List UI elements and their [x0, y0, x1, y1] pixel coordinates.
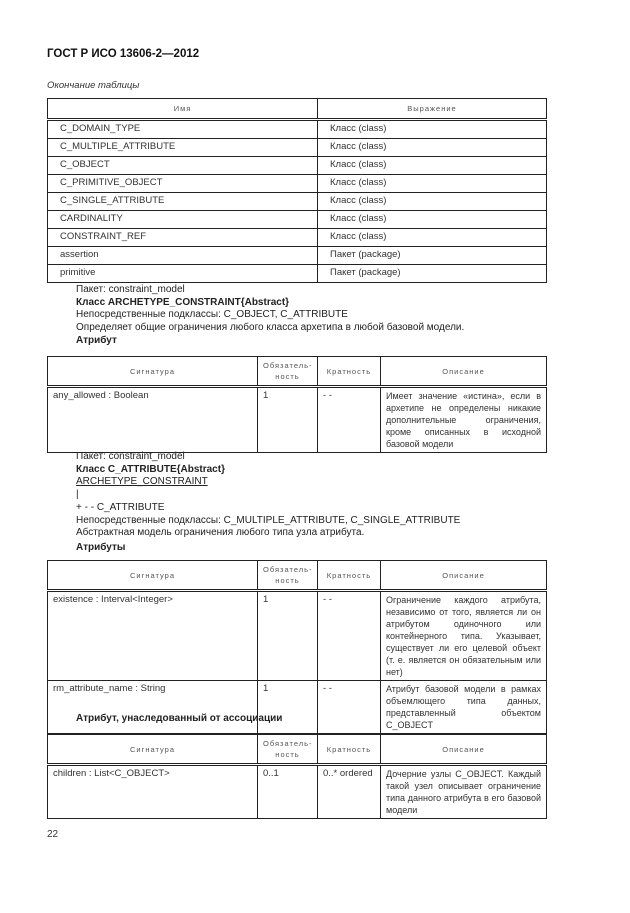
expression-cell: Класс (class) — [318, 175, 547, 193]
column-header-cardinality: Кратность — [318, 735, 381, 765]
column-header-expression: Выражение — [318, 99, 547, 120]
description-cell: Имеет значение «истина», если в архетипе не определены никакие дополнительные ограничения, кроме описанных в исходной базовой модели — [381, 387, 547, 453]
table-row — [48, 175, 547, 193]
package-line: Пакет: constraint_model — [76, 284, 185, 295]
hierarchy-pipe: | — [76, 489, 79, 501]
column-header-mandatory: Обязатель-ность — [258, 357, 318, 387]
signature-cell: existence : Interval<Integer> — [48, 591, 258, 681]
subclasses-line: Непосредственные подклассы: C_MULTIPLE_ATTRIBUTE, C_SINGLE_ATTRIBUTE — [76, 514, 461, 526]
expression-cell: Пакет (package) — [318, 265, 547, 283]
name-cell: C_SINGLE_ATTRIBUTE — [48, 193, 318, 211]
archetype-constraint-section — [76, 284, 464, 348]
definition-line: Абстрактная модель ограничения любого типа узла атрибута. — [76, 527, 365, 539]
name-cell: assertion — [48, 247, 318, 265]
table-row — [48, 265, 547, 283]
definition-line: Определяет общие ограничения любого класса архетипа в любой базовой модели. — [76, 322, 465, 334]
document-title: ГОСТ Р ИСО 13606-2—2012 — [47, 48, 200, 60]
description-cell: Дочерние узлы C_OBJECT. Каждый такой узел описывает ограничение типа данного атрибута в его базовой модели — [381, 765, 547, 819]
expression-cell: Класс (class) — [318, 211, 547, 229]
table-row — [48, 247, 547, 265]
archetype-constraint-attributes-table — [47, 356, 547, 453]
class-title: Класс C_ATTRIBUTE{Abstract} — [76, 463, 225, 475]
expression-cell: Класс (class) — [318, 193, 547, 211]
column-header-signature: Сигнатура — [48, 561, 258, 591]
expression-cell: Класс (class) — [318, 157, 547, 175]
name-cell: CARDINALITY — [48, 211, 318, 229]
table-caption: Окончание таблицы — [47, 80, 140, 91]
column-header-description: Описание — [381, 357, 547, 387]
table-row — [48, 211, 547, 229]
column-header-cardinality: Кратность — [318, 561, 381, 591]
name-cell: C_PRIMITIVE_OBJECT — [48, 175, 318, 193]
class-title: Класс ARCHETYPE_CONSTRAINT{Abstract} — [76, 296, 290, 308]
cardinality-cell: 0..* ordered — [318, 765, 381, 819]
signature-cell: rm_attribute_name : String — [48, 681, 258, 734]
signature-cell: children : List<C_OBJECT> — [48, 765, 258, 819]
name-cell: C_DOMAIN_TYPE — [48, 120, 318, 139]
hierarchy-child: + - - C_ATTRIBUTE — [76, 501, 165, 513]
expression-cell: Класс (class) — [318, 229, 547, 247]
expression-cell: Класс (class) — [318, 120, 547, 139]
column-header-name: Имя — [48, 99, 318, 120]
c-attribute-attributes-table — [47, 560, 547, 734]
page-number: 22 — [47, 829, 59, 840]
mandatory-cell: 0..1 — [258, 765, 318, 819]
cardinality-cell: - - — [318, 591, 381, 681]
mandatory-cell: 1 — [258, 387, 318, 453]
table-row — [48, 193, 547, 211]
column-header-description: Описание — [381, 561, 547, 591]
attributes-heading: Атрибуты — [76, 541, 126, 553]
column-header-signature: Сигнатура — [48, 357, 258, 387]
table-row — [48, 765, 547, 819]
name-cell: primitive — [48, 265, 318, 283]
name-cell: CONSTRAINT_REF — [48, 229, 318, 247]
table-row — [48, 387, 547, 453]
table-row — [48, 157, 547, 175]
column-header-description: Описание — [381, 735, 547, 765]
expression-cell: Класс (class) — [318, 139, 547, 157]
column-header-signature: Сигнатура — [48, 735, 258, 765]
table-row — [48, 139, 547, 157]
table-row — [48, 681, 547, 734]
subclasses-line: Непосредственные подклассы: C_OBJECT, C_ATTRIBUTE — [76, 309, 348, 321]
mandatory-cell: 1 — [258, 681, 318, 734]
names-table — [47, 98, 547, 283]
association-attributes-table — [47, 734, 547, 819]
c-attribute-section — [76, 451, 460, 555]
description-cell: Атрибут базовой модели в рамках объемлющего типа данных, представленный объектом C_OBJECT — [381, 681, 547, 734]
package-line: Пакет: constraint_model — [76, 451, 185, 462]
cardinality-cell: - - — [318, 681, 381, 734]
parent-class: ARCHETYPE_CONSTRAINT — [76, 476, 208, 488]
name-cell: C_OBJECT — [48, 157, 318, 175]
column-header-cardinality: Кратность — [318, 357, 381, 387]
mandatory-cell: 1 — [258, 591, 318, 681]
table-row — [48, 591, 547, 681]
column-header-mandatory: Обязатель-ность — [258, 561, 318, 591]
cardinality-cell: - - — [318, 387, 381, 453]
table-row — [48, 229, 547, 247]
signature-cell: any_allowed : Boolean — [48, 387, 258, 453]
description-cell: Ограничение каждого атрибута, независимо от того, является ли он атрибутом одиночного или контейнерного типа. Указывает, существует ли его целевой объект (т. е. является он обязательным или нет) — [381, 591, 547, 681]
attribute-heading: Атрибут — [76, 334, 117, 346]
association-heading: Атрибут, унаследованный от ассоциации — [76, 713, 283, 724]
expression-cell: Пакет (package) — [318, 247, 547, 265]
column-header-mandatory: Обязатель-ность — [258, 735, 318, 765]
table-row — [48, 120, 547, 139]
name-cell: C_MULTIPLE_ATTRIBUTE — [48, 139, 318, 157]
